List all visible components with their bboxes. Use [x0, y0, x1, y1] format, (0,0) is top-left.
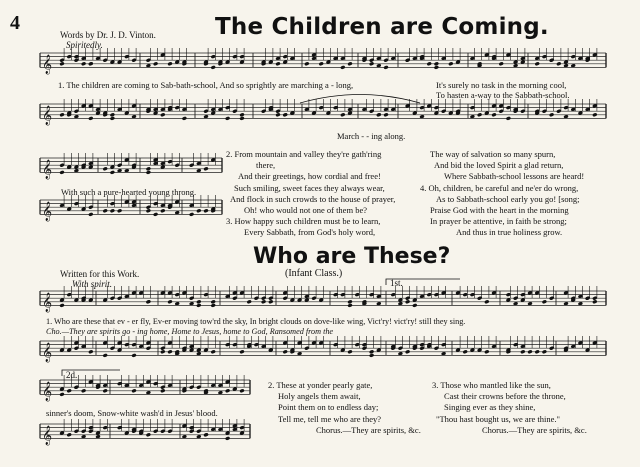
h1-treble-a-note: [88, 62, 93, 67]
h2-treble-a-note: [542, 300, 547, 305]
verse-line: And bid the loved Spirit a glad return,: [434, 160, 564, 171]
verse-line: Singing ever as they shine,: [444, 402, 536, 413]
h2-treble-a-note: [210, 303, 215, 308]
h1-treble-a-note: [304, 62, 309, 67]
verse-line: 3. Those who mantled like the sun,: [432, 380, 551, 390]
h1-bass-b-note: [88, 212, 93, 217]
h1-slur: [300, 95, 420, 104]
verse-line: In prayer be attentive, in faith be strong;: [430, 216, 567, 227]
h2-treble-a-note: [592, 300, 597, 305]
page-number: 4: [10, 12, 20, 34]
h1-treble-a-note: [383, 65, 388, 70]
h2-treble-a-note: [261, 300, 266, 305]
hymn2-ending-2d: 2d.: [66, 370, 78, 380]
h2-bass-a-note: [167, 350, 172, 355]
verse-line: Point them on to endless day;: [278, 402, 379, 413]
h2-bass-a-clef: 𝄞: [42, 342, 53, 363]
verse-line: "Thou hast bought us, we are thine.": [436, 413, 561, 424]
h1-treble-a-note: [426, 62, 431, 67]
h1-bass-a-note: [376, 113, 381, 118]
h2-bass-a-note: [239, 350, 244, 355]
h2-bass-a-note: [369, 350, 374, 355]
h1-treble-b-note: [102, 167, 107, 172]
hymn1-lyric-march: March - - ing along.: [337, 131, 406, 141]
hymn1-verses-col1: [226, 149, 426, 239]
hymn2-ending-1st: 1st.: [390, 278, 403, 288]
h1-treble-a-note: [340, 65, 345, 70]
h1-bass-a-note: [383, 113, 388, 118]
h1-treble-a-note: [153, 62, 158, 67]
h2-treble-a-note: [347, 303, 352, 308]
h1-treble-a-note: [434, 62, 439, 67]
h1-bass-b-note: [203, 209, 208, 214]
verse-line: And thus in true holiness grow.: [456, 227, 563, 238]
h2-bass-b-clef: 𝄞: [42, 425, 53, 446]
h1-bass-a-note: [239, 113, 244, 118]
h1-treble-a-note: [434, 65, 439, 70]
verse-line: Cast their crowns before the throne,: [444, 391, 566, 402]
h2-treble-a-note: [405, 300, 410, 305]
h1-bass-a-note: [59, 113, 64, 118]
h2-bass-b-note: [146, 433, 151, 438]
h2-bass-b-note: [225, 436, 230, 441]
h1-bass-a-note: [275, 113, 280, 118]
h1-bass-a-note: [592, 113, 597, 118]
hymn1-lyric-right-b: To hasten a-way to the Sabbath-school.: [436, 90, 570, 100]
h1-bass-b-clef: 𝄞: [42, 201, 53, 222]
h1-treble-a-note: [59, 62, 64, 67]
hymn2-credit: Written for this Work.: [60, 269, 140, 279]
verse-line: The way of salvation so many spurn,: [430, 149, 556, 159]
hymn1-title: The Children are Coming.: [215, 14, 549, 40]
h2-treble-a-note: [59, 303, 64, 308]
h1-treble-a-note: [81, 62, 86, 67]
h1-bass-b-note: [146, 209, 151, 214]
h2-bass-a-note: [282, 350, 287, 355]
h2-bass-a-note: [542, 350, 547, 355]
h2-treble-b-note: [59, 392, 64, 397]
verse-line: 3. How happy such children must be to learn,: [226, 216, 381, 227]
h1-treble-a-note: [275, 62, 280, 67]
verse-line: Chorus.—They are spirits, &c.: [316, 424, 421, 435]
hymn2-tempo: With spirit.: [72, 279, 113, 289]
hymn1-lyric-right-a: It's surely no task in the morning cool,: [436, 80, 567, 90]
h2-treble-b-note: [160, 389, 165, 394]
h2-treble-b-note: [81, 389, 86, 394]
h1-bass-a-note: [549, 113, 554, 118]
h2-treble-a-note: [196, 300, 201, 305]
h2-treble-b-note: [102, 389, 107, 394]
hymn2-title: Who are These?: [253, 244, 451, 269]
h1-bass-a-note: [506, 116, 511, 121]
h1-bass-b-note: [110, 209, 115, 214]
h1-treble-b-note: [203, 167, 208, 172]
h1-treble-a-note: [318, 62, 323, 67]
h1-treble-a-note: [556, 62, 561, 67]
h1-treble-b-note: [146, 167, 151, 172]
hymn2-subtitle: (Infant Class.): [285, 268, 343, 279]
h1-bass-b-note: [117, 209, 122, 214]
h2-treble-b-note: [239, 389, 244, 394]
h1-bass-b-note: [160, 209, 165, 214]
h2-bass-a-note: [405, 350, 410, 355]
h2-bass-a-note: [88, 350, 93, 355]
hymn1-verses-col2: [420, 149, 635, 239]
h1-bass-a-note: [340, 113, 345, 118]
h2-treble-a-clef: 𝄞: [42, 292, 53, 313]
hymn1-lyric-line1: 1. The children are coming to Sab-bath-school, And so sprightly are marching a - long,: [58, 80, 354, 90]
h1-treble-a-note: [448, 62, 453, 67]
h2-bass-a-note: [534, 350, 539, 355]
h1-treble-a-note: [167, 62, 172, 67]
h2-bass-b-note: [66, 433, 71, 438]
h2-bass-b-note: [203, 433, 208, 438]
hymn1-lyric-line2: With such a pure-hearted young throng.: [61, 187, 197, 197]
h2-bass-a-note: [520, 350, 525, 355]
verse-line: And flock in such crowds to the house of prayer,: [230, 193, 396, 204]
h2-treble-b-clef: 𝄞: [42, 381, 53, 402]
h1-treble-b-note: [146, 170, 151, 175]
h2-bass-a-note: [210, 350, 215, 355]
verse-line: And their greetings, how cordial and free!: [238, 171, 381, 182]
verse-line: Every Sabbath, from God's holy word,: [244, 227, 376, 238]
verse-line: Where Sabbath-school lessons are heard!: [444, 171, 585, 182]
h2-treble-a-note: [167, 300, 172, 305]
hymn2-lyric-chorus: Cho.—They are spirits go - ing home, Home to Jesus, home to God, Ransomed from the: [46, 327, 334, 336]
h2-treble-b-note: [66, 389, 71, 394]
h2-bass-a-note: [347, 350, 352, 355]
h1-treble-b-note: [59, 170, 64, 175]
h1-bass-b-note: [102, 209, 107, 214]
hymn2-lyric-verse: 1. Who are these that ev - er fly, Ev-er moving tow'rd the sky, In bright clouds on dove-like wing, Vict'ry! vict'ry! still they sing.: [46, 317, 466, 326]
h2-bass-a-note: [131, 353, 136, 358]
h1-treble-b-clef: 𝄞: [42, 159, 53, 180]
h2-treble-a-note: [196, 303, 201, 308]
h2-treble-b-note: [225, 389, 230, 394]
h2-treble-a-note: [412, 303, 417, 308]
h1-bass-a-note: [225, 116, 230, 121]
h1-treble-a-clef: 𝄞: [42, 54, 53, 75]
h2-treble-b-note: [131, 389, 136, 394]
verse-line: there,: [256, 160, 276, 171]
verse-line: 4. Oh, children, be careful and ne'er do wrong,: [420, 182, 579, 193]
h1-bass-a-note: [110, 113, 115, 118]
h2-bass-a-note: [102, 353, 107, 358]
verse-line: Chorus.—They are spirits, &c.: [482, 424, 587, 435]
h1-bass-a-note: [282, 113, 287, 118]
h1-treble-a-note: [534, 62, 539, 67]
verse-line: Praise God with the heart in the morning: [430, 205, 569, 216]
hymn1-credit: Words by Dr. J. D. Vinton.: [60, 30, 156, 40]
h2-treble-a-note: [146, 300, 151, 305]
h2-treble-a-note: [246, 300, 251, 305]
h2-treble-a-note: [268, 300, 273, 305]
h1-bass-a-note: [88, 116, 93, 121]
h1-treble-a-note: [210, 65, 215, 70]
hymn1-tempo: Spiritedly.: [66, 40, 103, 50]
h2-treble-a-note: [484, 300, 489, 305]
hymn2-lyric-end: sinner's doom, Snow-white wash'd in Jesus' blood.: [46, 408, 218, 418]
h2-treble-a-note: [347, 300, 352, 305]
verse-line: Holy angels them await,: [278, 391, 361, 402]
verse-line: Oh! who would not one of them be?: [244, 205, 367, 216]
h2-treble-a-note: [210, 300, 215, 305]
h2-bass-a-note: [462, 350, 467, 355]
h2-bass-a-note: [484, 350, 489, 355]
h2-bass-a-note: [527, 350, 532, 355]
h1-treble-a-note: [347, 62, 352, 67]
verse-line: 2. From mountain and valley they're gath'ring: [226, 149, 382, 159]
hymn2-verses-col2: [432, 380, 632, 436]
verse-line: Tell me, tell me who are they?: [278, 413, 382, 424]
h1-bass-b-note: [196, 209, 201, 214]
verse-line: 2. These at yonder pearly gate,: [268, 380, 373, 390]
h2-bass-a-note: [160, 350, 165, 355]
h1-treble-a-note: [498, 62, 503, 67]
verse-line: As to Sabbath-school early you go! [song;: [436, 193, 580, 204]
h1-bass-a-note: [239, 116, 244, 121]
h1-bass-a-note: [477, 113, 482, 118]
h2-bass-a-note: [369, 353, 374, 358]
h1-bass-a-note: [160, 113, 165, 118]
h1-bass-a-note: [110, 116, 115, 121]
h1-bass-b-note: [153, 212, 158, 217]
h1-bass-a-clef: 𝄞: [42, 105, 53, 126]
hymn2-verses-col1: [268, 380, 428, 436]
h1-bass-a-note: [182, 116, 187, 121]
h1-bass-b-note: [189, 212, 194, 217]
h1-treble-b-note: [110, 170, 115, 175]
h1-bass-a-note: [491, 113, 496, 118]
h1-treble-a-note: [369, 62, 374, 67]
verse-line: Such smiling, sweet faces they always wear,: [234, 182, 385, 193]
